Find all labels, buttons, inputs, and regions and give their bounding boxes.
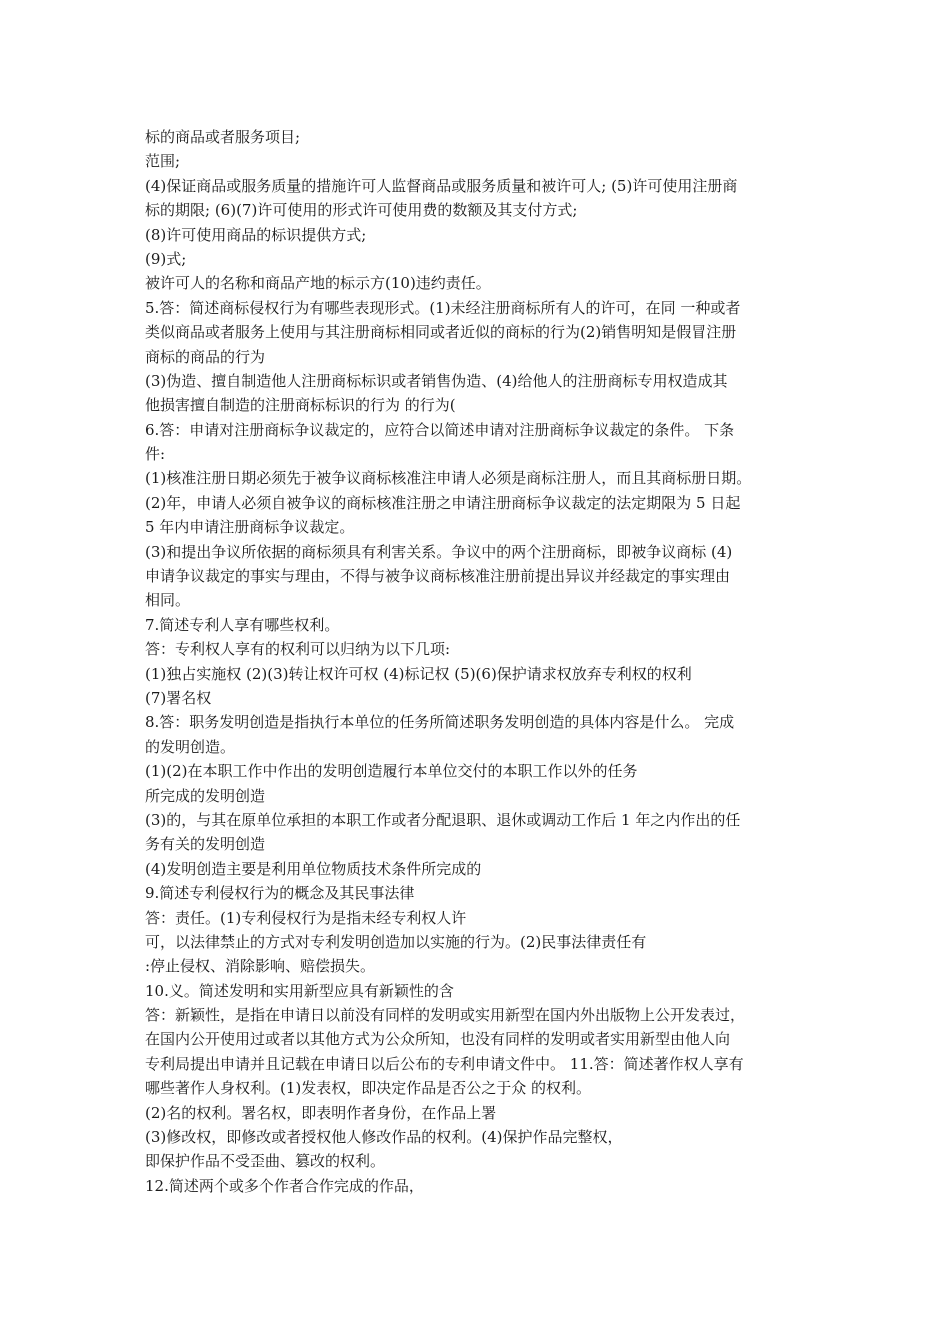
text-line: 所完成的发明创造 — [145, 786, 266, 805]
text-line: (1)独占实施权 (2)(3)转让权许可权 (4)标记权 (5)(6)保护请求权放弃专利权的权利 — [145, 664, 692, 683]
text-line: 务有关的发明创造 — [145, 835, 266, 854]
text-line: 被许可人的名称和商品产地的标示方(10)违约责任。 — [145, 274, 491, 293]
text-line: (4)发明创造主要是利用单位物质技术条件所完成的 — [145, 859, 482, 878]
text-line: 在国内公开使用过或者以其他方式为公众所知，也没有同样的发明或者实用新型由他人向 — [145, 1030, 731, 1049]
text-line: 答：新颖性，是指在申请日以前没有同样的发明或实用新型在国内外出版物上公开发表过， — [145, 1006, 746, 1025]
text-line: 相同。 — [145, 591, 191, 610]
text-line: 标的商品或者服务项目; — [145, 128, 301, 146]
text-line: (1)(2)在本职工作中作出的发明创造履行本单位交付的本职工作以外的任务 — [145, 762, 638, 781]
text-line: 5.答：简述商标侵权行为有哪些表现形式。(1)未经注册商标所有人的许可，在同 一种或者 — [145, 298, 741, 317]
text-line: (3)和提出争议所依据的商标须具有利害关系。争议中的两个注册商标，即被争议商标 (4) — [145, 542, 733, 561]
text-line: (1)核准注册日期必须先于被争议商标核准注申请人必须是商标注册人，而且其商标册日期。 — [145, 469, 752, 488]
text-line: 6.答：申请对注册商标争议裁定的，应符合以简述申请对注册商标争议裁定的条件。 下条 — [145, 420, 735, 439]
text-line: (9)式; — [145, 249, 187, 268]
text-line: 件: — [145, 445, 166, 464]
text-line: (8)许可使用商品的标识提供方式; — [145, 225, 367, 244]
text-line: 类似商品或者服务上使用与其注册商标相同或者近似的商标的行为(2)销售明知是假冒注册 — [145, 323, 737, 342]
text-line: 标的期限; (6)(7)许可使用的形式许可使用费的数额及其支付方式; — [145, 201, 578, 220]
text-line: (2)名的权利。署名权，即表明作者身份，在作品上署 — [145, 1103, 497, 1122]
text-line: 12.简述两个或多个作者合作完成的作品， — [145, 1176, 424, 1195]
text-line: 申请争议裁定的事实与理由，不得与被争议商标核准注册前提出异议并经裁定的事实理由 — [145, 567, 731, 586]
text-line: 答：专利权人享有的权利可以归纳为以下几项: — [145, 640, 451, 659]
text-line: (2)年，申请人必须自被争议的商标核准注册之申请注册商标争议裁定的法定期限为 5 日起 — [145, 493, 741, 512]
text-line: 5 年内申请注册商标争议裁定。 — [145, 518, 355, 537]
text-line: 专利局提出申请并且记载在申请日以后公布的专利申请文件中。 11.答：简述著作权人享有 — [145, 1054, 744, 1073]
text-line: 哪些著作人身权利。(1)发表权，即决定作品是否公之于众 的权利。 — [145, 1079, 592, 1098]
text-line: 10.义。简述发明和实用新型应具有新颖性的含 — [145, 981, 454, 1000]
text-line: :停止侵权、消除影响、赔偿损失。 — [145, 957, 376, 976]
text-line: 商标的商品的行为 — [145, 347, 266, 366]
text-line: (3)伪造、擅自制造他人注册商标标识或者销售伪造、(4)给他人的注册商标专用权造成其 — [145, 371, 728, 390]
text-line: 9.简述专利侵权行为的概念及其民事法律 — [145, 884, 415, 903]
text-line: 范围; — [145, 152, 181, 171]
text-line: 可，以法律禁止的方式对专利发明创造加以实施的行为。(2)民事法律责任有 — [145, 932, 647, 951]
text-line: 7.简述专利人享有哪些权利。 — [145, 615, 340, 634]
text-line: 他损害擅自制造的注册商标标识的行为 的行为( — [145, 396, 456, 415]
text-line: 即保护作品不受歪曲、篡改的权利。 — [145, 1152, 386, 1171]
text-line: (4)保证商品或服务质量的措施许可人监督商品或服务质量和被许可人; (5)许可使用注册商 — [145, 176, 738, 195]
text-line: (7)署名权 — [145, 688, 212, 707]
text-line: 8.答：职务发明创造是指执行本单位的任务所简述职务发明创造的具体内容是什么。 完成 — [145, 713, 735, 732]
document-body — [145, 125, 825, 1198]
text-line: 的发明创造。 — [145, 737, 236, 756]
text-line: (3)的，与其在原单位承担的本职工作或者分配退职、退休或调动工作后 1 年之内作出的任 — [145, 810, 741, 829]
text-line: (3)修改权，即修改或者授权他人修改作品的权利。(4)保护作品完整权， — [145, 1128, 623, 1147]
text-line: 答：责任。(1)专利侵权行为是指未经专利权人许 — [145, 908, 467, 927]
